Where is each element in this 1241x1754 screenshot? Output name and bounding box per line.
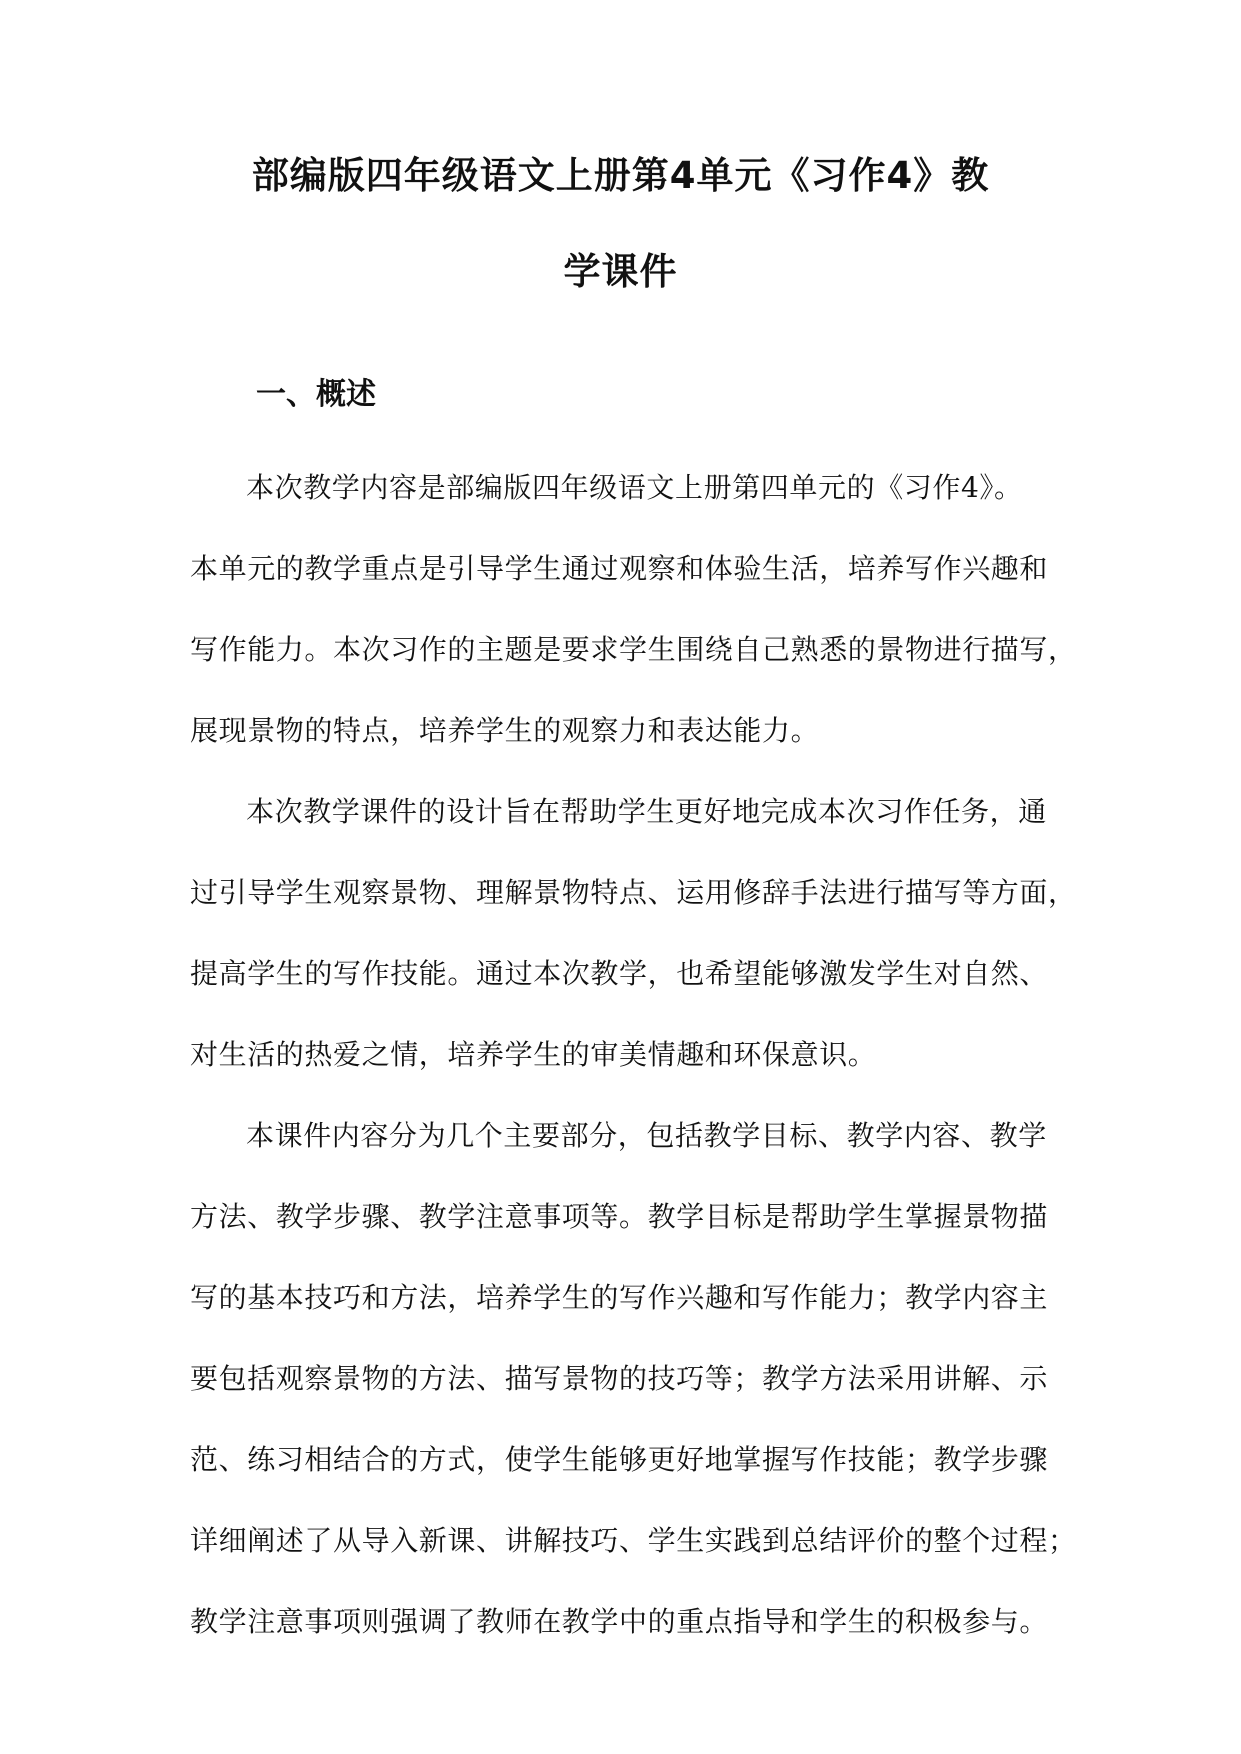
paragraph-line: 本单元的教学重点是引导学生通过观察和体验生活，培养写作兴趣和 (190, 552, 1049, 585)
section-heading-overview: 一、概述 (256, 377, 376, 412)
paragraph-line: 范、练习相结合的方式，使学生能够更好地掌握写作技能；教学步骤 (190, 1443, 1049, 1476)
paragraph-line: 要包括观察景物的方法、描写景物的技巧等；教学方法采用讲解、示 (190, 1362, 1049, 1395)
document-title-line-2: 学课件 (563, 250, 678, 293)
paragraph-line: 过引导学生观察景物、理解景物特点、运用修辞手法进行描写等方面， (190, 876, 1077, 909)
paragraph-line: 详细阐述了从导入新课、讲解技巧、学生实践到总结评价的整个过程； (190, 1524, 1077, 1557)
paragraph-line: 对生活的热爱之情，培养学生的审美情趣和环保意识。 (190, 1038, 877, 1071)
paragraph-line: 方法、教学步骤、教学注意事项等。教学目标是帮助学生掌握景物描 (190, 1200, 1049, 1233)
paragraph-line: 展现景物的特点，培养学生的观察力和表达能力。 (190, 714, 820, 747)
paragraph-line: 教学注意事项则强调了教师在教学中的重点指导和学生的积极参与。 (190, 1605, 1049, 1638)
paragraph-line: 本次教学内容是部编版四年级语文上册第四单元的《习作4》。 (246, 471, 1023, 504)
paragraph-line: 写的基本技巧和方法，培养学生的写作兴趣和写作能力；教学内容主 (190, 1281, 1049, 1314)
document-title-line-1: 部编版四年级语文上册第4单元《习作4》教 (251, 154, 990, 197)
paragraph-line: 写作能力。本次习作的主题是要求学生围绕自己熟悉的景物进行描写， (190, 633, 1077, 666)
paragraph-line: 提高学生的写作技能。通过本次教学，也希望能够激发学生对自然、 (190, 957, 1049, 990)
paragraph-line: 本课件内容分为几个主要部分，包括教学目标、教学内容、教学 (246, 1119, 1047, 1152)
paragraph-line: 本次教学课件的设计旨在帮助学生更好地完成本次习作任务，通 (246, 795, 1047, 828)
